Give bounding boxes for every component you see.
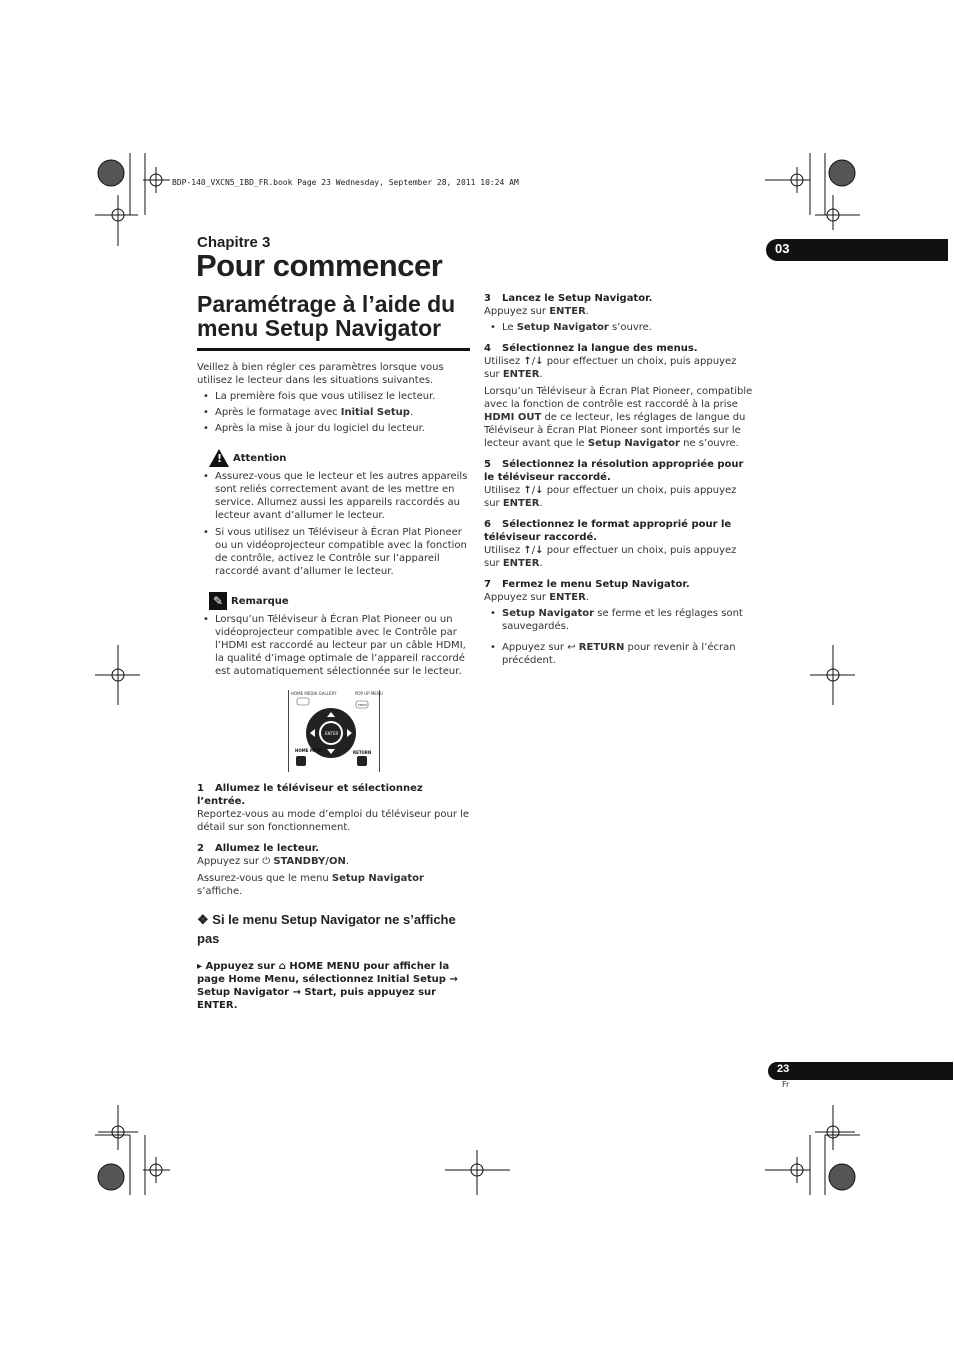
intro-text: Veillez à bien régler ces paramètres lorsque vous utilisez le lecteur dans les situations suivantes.	[197, 362, 444, 386]
note-list	[197, 613, 470, 678]
warning-icon	[209, 449, 229, 467]
triangle-right-icon: ▸	[197, 961, 206, 972]
section-title: Paramétrage à l’aide du menu Setup Navigator	[197, 292, 470, 351]
step-2-note: Assurez-vous que le menu Setup Navigator s’affiche.	[197, 873, 424, 897]
step-4-text: Utilisez ↑/↓ pour effectuer un choix, puis appuyez sur ENTER.	[484, 356, 737, 380]
list-item: • Setup Navigator se ferme et les réglages sont sauvegardés.	[484, 607, 754, 633]
step-3-text: Appuyez sur ENTER.	[484, 306, 589, 317]
step-5-title: 5 Sélectionnez la résolution appropriée pour le téléviseur raccordé.	[484, 459, 744, 483]
home-icon: ⌂	[278, 961, 286, 972]
list-item: • Le Setup Navigator s’ouvre.	[484, 321, 754, 334]
down-arrow-icon: ↓	[535, 545, 544, 556]
pencil-icon: ✎	[209, 592, 227, 610]
list-item: • Lorsqu’un Téléviseur à Écran Plat Pioneer ou un vidéoprojecteur compatible avec le Contrôle par l’HDMI est raccordé au lecteur par un câble HDMI, la qualité d’image optimale de l’appareil raccordé est automatiquement sélectionnée sur le lecteur.	[197, 613, 470, 678]
arrow-right-icon: →	[449, 974, 458, 985]
list-item: • Appuyez sur ↩ RETURN pour revenir à l’écran précédent.	[484, 641, 754, 667]
remote-drawing	[289, 690, 383, 772]
list-item: • Après la mise à jour du logiciel du lecteur.	[197, 422, 470, 435]
step-4-title: 4 Sélectionnez la langue des menus.	[484, 343, 698, 354]
step-2-text: Appuyez sur ⏻ STANDBY/ON.	[197, 856, 349, 867]
chapter-tab	[766, 239, 948, 261]
chapter-title: Pour commencer	[196, 248, 443, 283]
list-item: • Si vous utilisez un Téléviseur à Écran Plat Pioneer ou un vidéoprojecteur compatible avec la fonction de contrôle, activez le Contrôle sur l’appareil raccordé avant d’allumer le lecteur.	[197, 526, 470, 578]
step-5-text: Utilisez ↑/↓ pour effectuer un choix, puis appuyez sur ENTER.	[484, 485, 737, 509]
right-column	[484, 292, 754, 667]
up-arrow-icon: ↑	[523, 545, 532, 556]
svg-text:ENTER: ENTER	[325, 731, 339, 736]
chapter-tab-number: 03	[775, 241, 790, 256]
step-1-text: Reportez-vous au mode d’emploi du téléviseur pour le détail sur son fonctionnement.	[197, 809, 470, 833]
svg-text:HOME MENU: HOME MENU	[295, 748, 324, 753]
language-code: Fr	[782, 1080, 790, 1089]
power-icon: ⏻	[262, 856, 274, 867]
attention-heading	[209, 449, 470, 467]
arrow-right-icon: →	[292, 987, 301, 998]
subsection-title: ❖ Si le menu Setup Navigator ne s’affiche pas	[197, 912, 456, 946]
svg-text:POP UP MENU: POP UP MENU	[355, 691, 383, 696]
step-7-text: Appuyez sur ENTER.	[484, 592, 589, 603]
step-4-paragraph: Lorsqu’un Téléviseur à Écran Plat Pioneer, compatible avec la fonction de contrôle est raccordé à la prise HDMI OUT de ce lecteur, les réglages de langue du Téléviseur à Écran Plat Pioneer sont importés sur le lecteur avant que le Setup Navigator ne s’ouvre.	[484, 386, 753, 449]
attention-label: Attention	[233, 452, 287, 464]
left-column	[197, 292, 470, 1012]
svg-text:HOME MEDIA GALLERY: HOME MEDIA GALLERY	[291, 691, 337, 696]
step-2-title: 2 Allumez le lecteur.	[197, 843, 320, 854]
step-3-title: 3 Lancez le Setup Navigator.	[484, 293, 653, 304]
return-icon: ↩	[567, 642, 579, 653]
note-label: Remarque	[231, 595, 289, 607]
note-heading	[209, 592, 470, 610]
list-item: • Assurez-vous que le lecteur et les autres appareils sont reliés correctement avant de les mettre en service. Allumez aussi les appareils raccordés au lecteur avant d’allumer le lecteur.	[197, 470, 470, 522]
page-number: 23	[777, 1063, 790, 1075]
remote-control-illustration	[288, 690, 383, 772]
page-number-tab	[768, 1062, 953, 1080]
step-6-text: Utilisez ↑/↓ pour effectuer un choix, puis appuyez sur ENTER.	[484, 545, 737, 569]
situation-list	[197, 390, 470, 435]
list-item: • Après le formatage avec Initial Setup.	[197, 406, 470, 419]
down-arrow-icon: ↓	[535, 356, 544, 367]
step-7-title: 7 Fermez le menu Setup Navigator.	[484, 579, 690, 590]
diamond-icon: ❖	[197, 912, 213, 927]
chapter-label: Chapitre 3	[197, 234, 271, 251]
step-1-title: 1 Allumez le téléviseur et sélectionnez l’entrée.	[197, 783, 423, 807]
attention-list	[197, 470, 470, 578]
up-arrow-icon: ↑	[523, 356, 532, 367]
list-item: • La première fois que vous utilisez le lecteur.	[197, 390, 470, 403]
arrow-step: ▸ Appuyez sur ⌂ HOME MENU pour afficher la page Home Menu, sélectionnez Initial Setup → Setup Navigator → Start, puis appuyez sur ENTER.	[197, 961, 458, 1011]
down-arrow-icon: ↓	[535, 485, 544, 496]
svg-text:RETURN: RETURN	[353, 750, 372, 755]
svg-text:MENU: MENU	[358, 703, 367, 707]
book-header-line: BDP-140_VXCN5_IBD_FR.book Page 23 Wednesday, September 28, 2011 10:24 AM	[172, 178, 519, 187]
up-arrow-icon: ↑	[523, 485, 532, 496]
step-6-title: 6 Sélectionnez le format approprié pour le téléviseur raccordé.	[484, 519, 732, 543]
